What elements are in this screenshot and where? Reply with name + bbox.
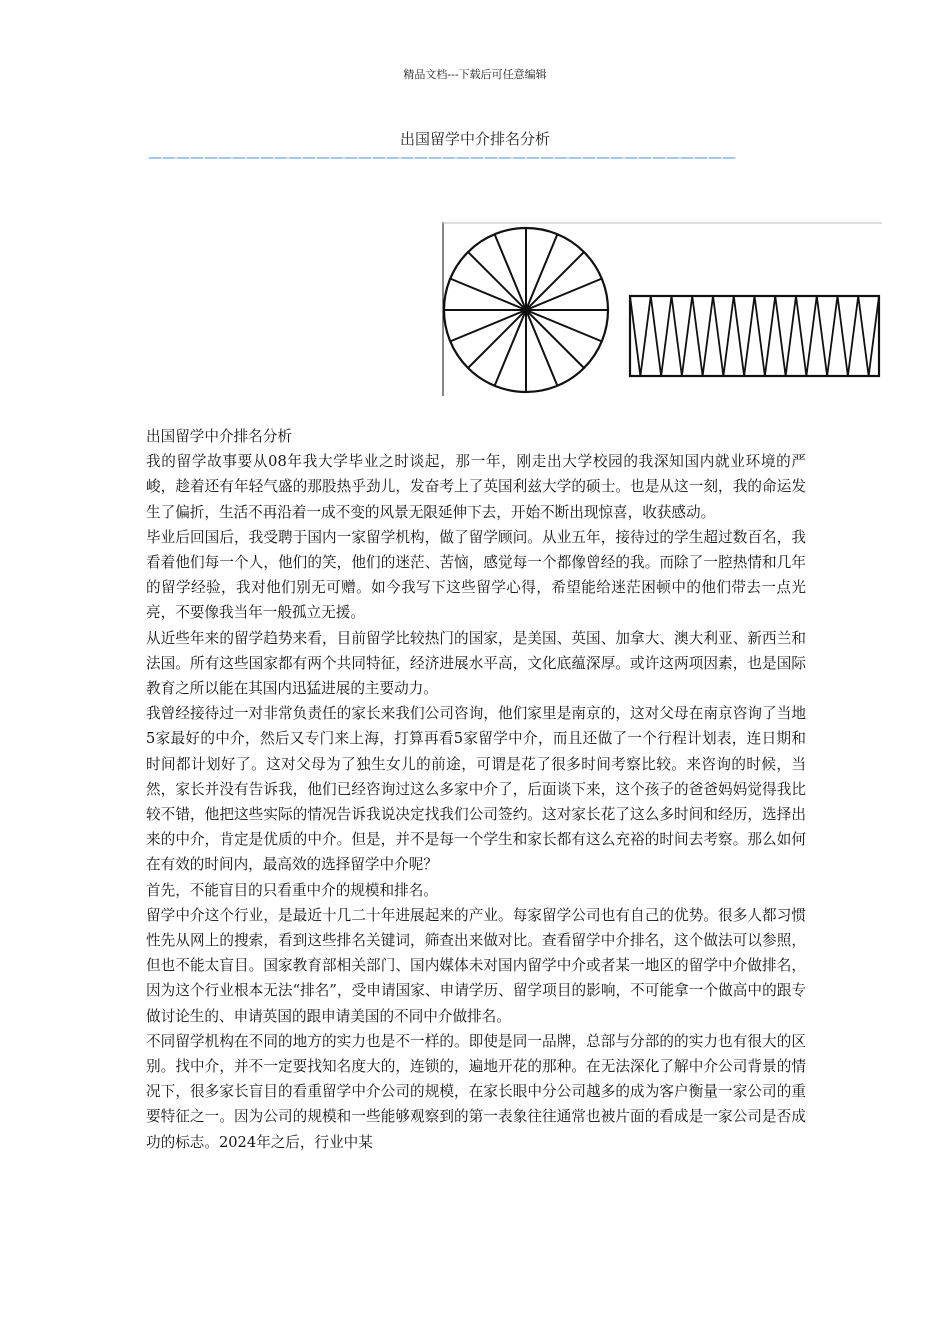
paragraph-3: 从近些年来的留学趋势来看，目前留学比较热门的国家，是美国、英国、加拿大、澳大利亚、新西兰和法国。所有这些国家都有两个共同特征，经济进展水平高，文化底蕴深厚。或许这两项因素，也是国际教育之所以能在其国内迅猛进展的主要动力。 <box>146 629 806 698</box>
body-text <box>146 424 806 1155</box>
zigzag-rectangle-icon <box>630 296 879 376</box>
title-dash-separator: —————————————————————————————————————————— <box>148 150 736 166</box>
document-title: 出国留学中介排名分析 <box>399 130 550 148</box>
illustration-svg <box>442 222 882 396</box>
illustration-figure <box>442 222 882 396</box>
body-heading: 出国留学中介排名分析 <box>146 428 292 445</box>
paragraph-1: 我的留学故事要从08年我大学毕业之时谈起，那一年，刚走出大学校园的我深知国内就业环境的严峻，趁着还有年轻气盛的那股热乎劲儿，发奋考上了英国利兹大学的硕士。也是从这一刻，我的命运发生了偏折，生活不再沿着一成不变的风景无限延伸下去，开始不断出现惊喜，收获感动。 <box>146 453 806 521</box>
paragraph-2: 毕业后回国后，我受聘于国内一家留学机构，做了留学顾问。从业五年，接待过的学生超过数百名，我看着他们每一个人，他们的笑，他们的迷茫、苦恼，感觉每一个都像曾经的我。而除了一腔热情和几年的留学经验，我对他们别无可赠。如今我写下这些留学心得，希望能给迷茫困顿中的他们带去一点光亮，不要像我当年一般孤立无援。 <box>146 528 806 622</box>
header-note: 精品文档---下载后可任意编辑 <box>403 68 547 81</box>
paragraph-7: 不同留学机构在不同的地方的实力也是不一样的。即使是同一品牌，总部与分部的的实力也有很大的区别。找中介，并不一定要找知名度大的，连锁的，遍地开花的那种。在无法深化了解中介公司背景的情况下，很多家长盲目的看重留学中介公司的规模，在家长眼中分公司越多的成为客户衡量一家公司的重要特征之一。因为公司的规模和一些能够观察到的第一表象往往通常也被片面的看成是一家公司是否成功的标志。2024年之后，行业中某 <box>146 1032 806 1151</box>
paragraph-5: 首先，不能盲目的只看重中介的规模和排名。 <box>146 881 438 899</box>
circle-spokes-icon <box>444 228 608 392</box>
paragraph-4: 我曾经接待过一对非常负责任的家长来我们公司咨询，他们家里是南京的，这对父母在南京咨询了当地5家最好的中介，然后又专门来上海，打算再看5家留学中介，而且还做了一个行程计划表，连日期和时间都计划好了。这对父母为了独生女儿的前途，可谓是花了很多时间考察比较。来咨询的时候，当然，家长并没有告诉我，他们已经咨询过这么多家中介了，后面谈下来，这个孩子的爸爸妈妈觉得我比较不错，他把这些实际的情况告诉我说决定找我们公司签约。这对家长花了这么多时间和经历，选择出来的中介，肯定是优质的中介。但是，并不是每一个学生和家长都有这么充裕的时间去考察。那么如何在有效的时间内，最高效的选择留学中介呢？ <box>146 705 806 874</box>
paragraph-6: 留学中介这个行业，是最近十几二十年进展起来的产业。每家留学公司也有自己的优势。很多人都习惯性先从网上的搜索，看到这些排名关键词，筛查出来做对比。查看留学中介排名，这个做法可以参照，但也不能太盲目。国家教育部相关部门、国内媒体未对国内留学中介或者某一地区的留学中介做排名，因为这个行业根本无法“排名”，受申请国家、申请学历、留学项目的影响，不可能拿一个做高中的跟专做讨论生的、申请英国的跟申请美国的不同中介做排名。 <box>146 906 806 1025</box>
